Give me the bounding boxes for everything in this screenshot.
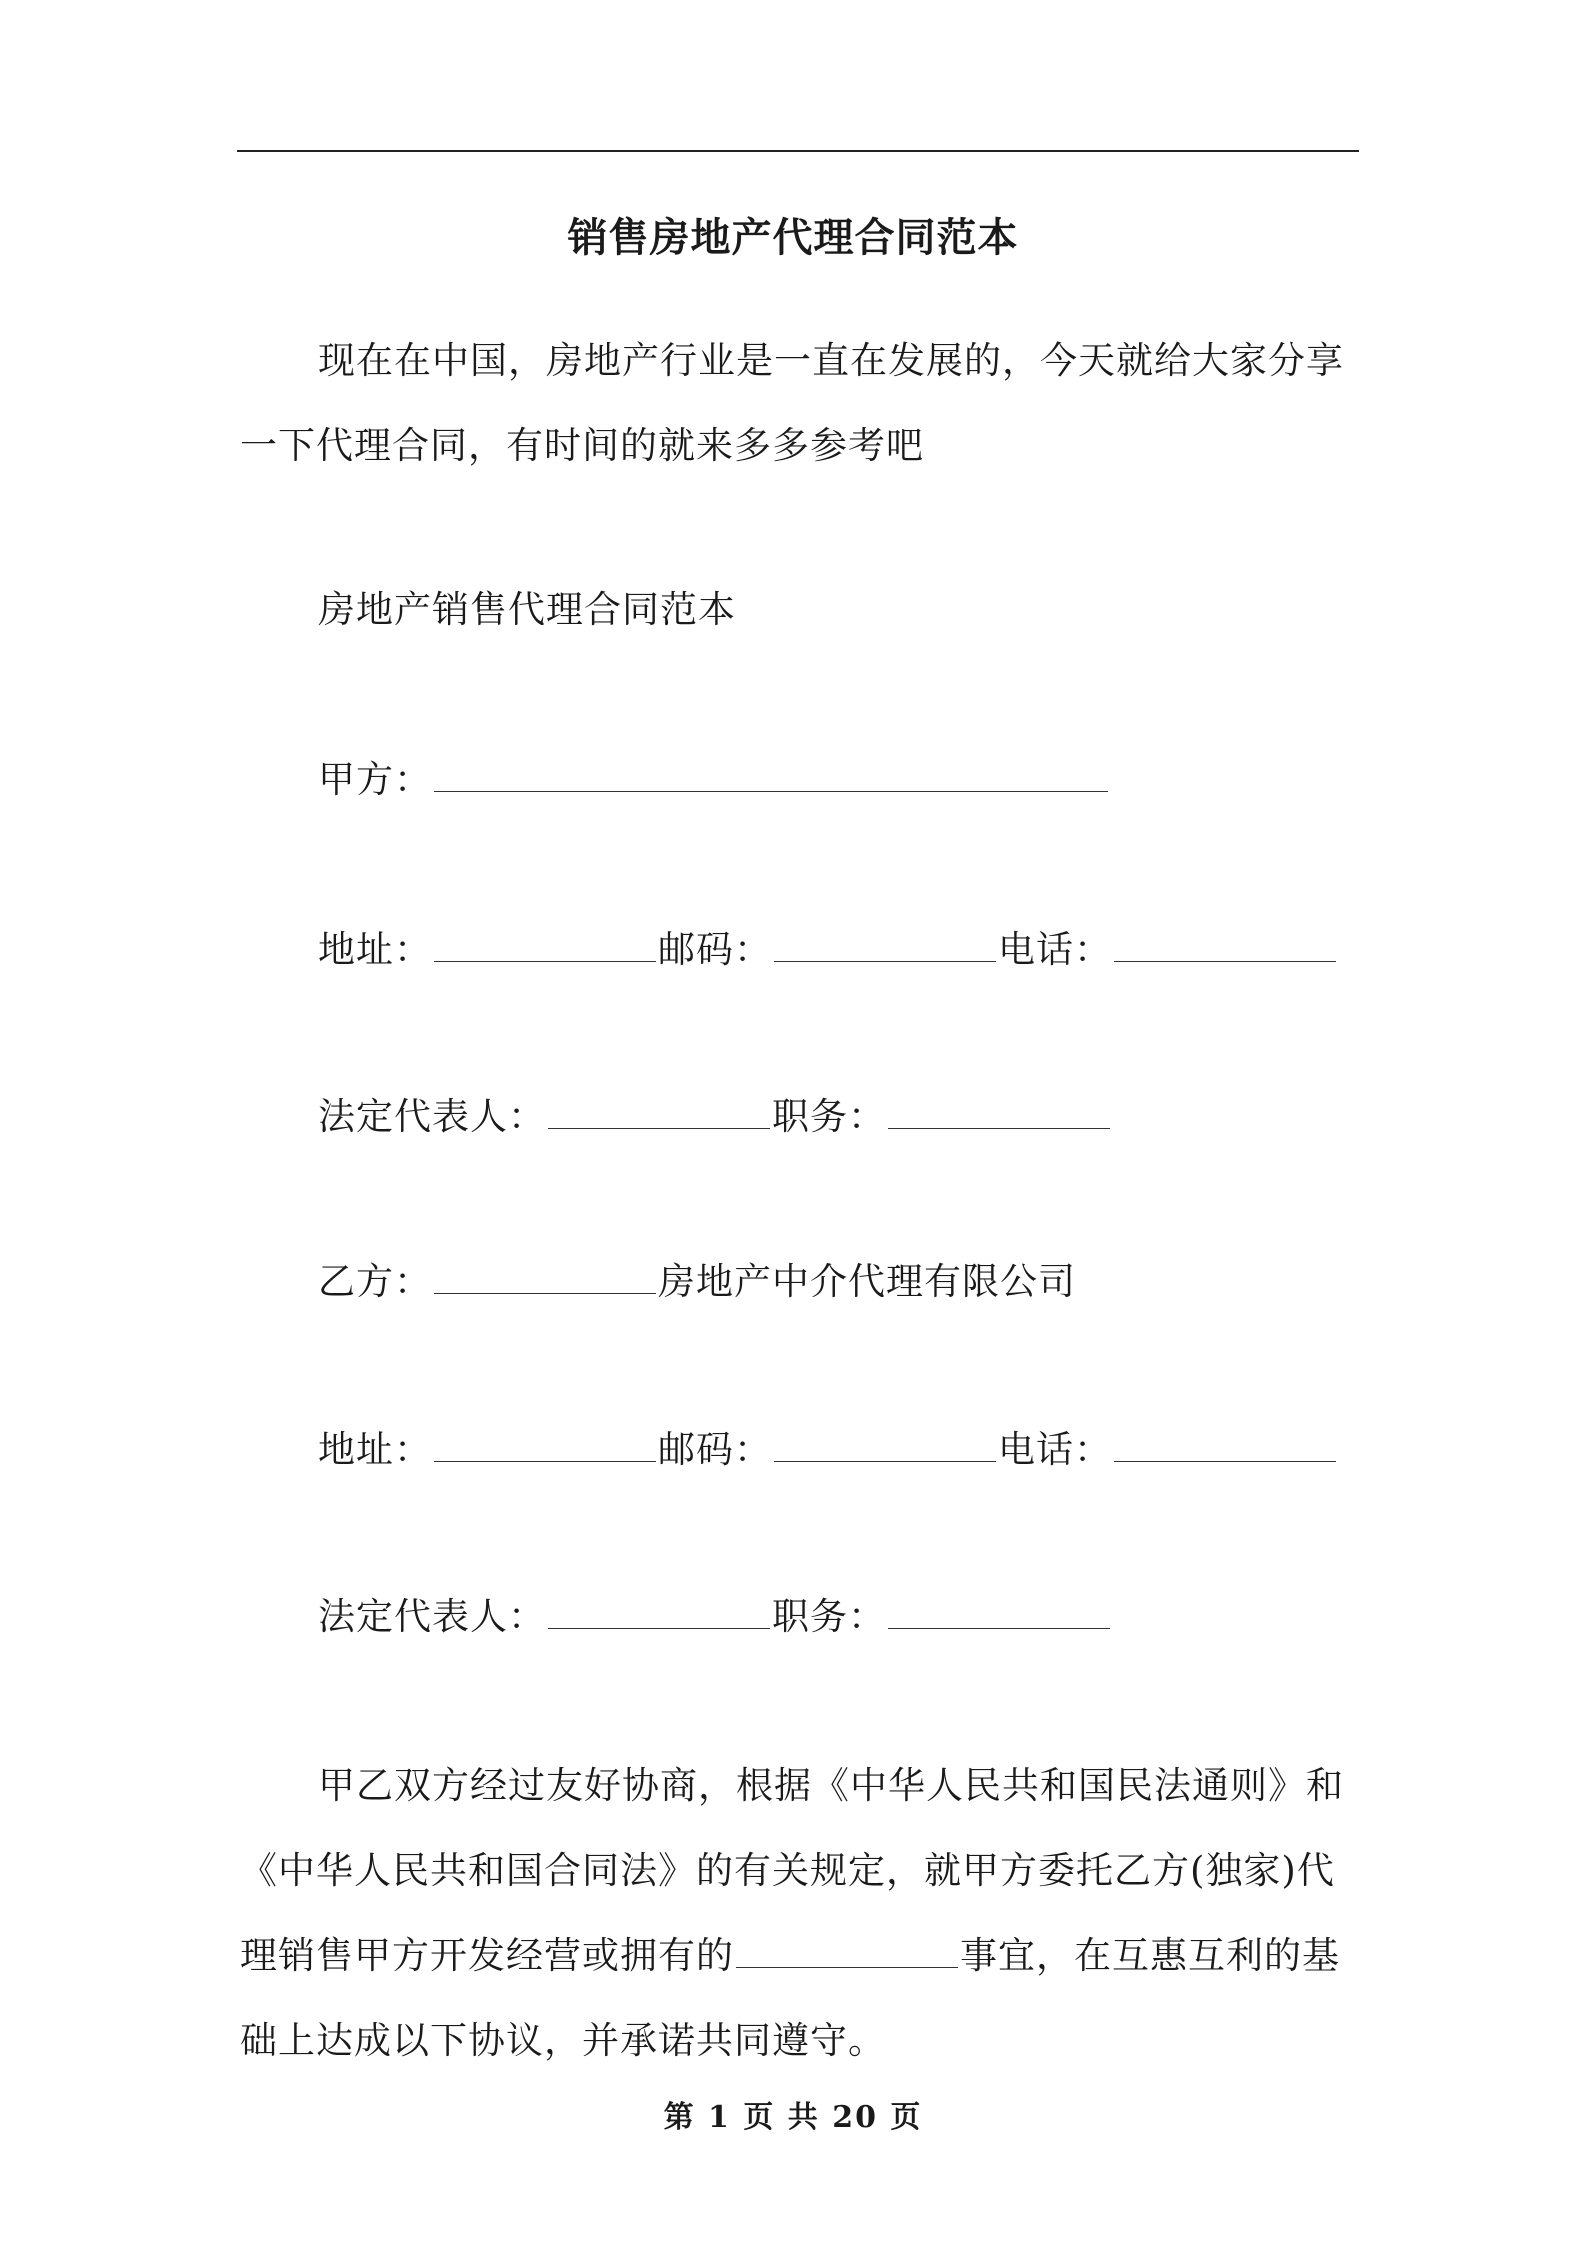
party-a-postcode-label: 邮码：: [658, 928, 772, 971]
party-b-rep-line: [318, 1592, 1112, 1642]
agreement-text-part1: 甲乙双方经过友好协商，根据《中华人民共和国民法通则》和《中华人民共和国合同法》的有关规定，就甲方委托乙方(独家)代理销售甲方开发经营或拥有的: [240, 1764, 1344, 1977]
property-blank[interactable]: [736, 1961, 958, 1968]
party-b-phone-label: 电话：: [998, 1428, 1112, 1471]
party-b-blank[interactable]: [434, 1287, 656, 1294]
party-a-line: [318, 755, 1110, 805]
party-b-address-blank[interactable]: [434, 1455, 656, 1462]
party-b-contact-line: [318, 1425, 1338, 1475]
party-b-address-label: 地址：: [318, 1428, 432, 1471]
party-a-phone-label: 电话：: [998, 928, 1112, 971]
document-title: 销售房地产代理合同范本: [567, 214, 1019, 261]
party-a-legal-rep-blank[interactable]: [548, 1122, 770, 1129]
party-b-phone-blank[interactable]: [1114, 1455, 1336, 1462]
agreement-text-part2: 事宜，在互惠互利的基础上达成以下协议，并承诺共同遵守。: [240, 1934, 1340, 2062]
party-a-position-blank[interactable]: [888, 1122, 1110, 1129]
intro-paragraph: 现在在中国，房地产行业是一直在发展的，今天就给大家分享一下代理合同，有时间的就来多多参考吧: [240, 339, 1344, 467]
agreement-paragraph: [240, 1743, 1358, 2083]
page-number-footer: 第 1 页 共 20 页: [663, 2100, 923, 2135]
header-rule: [237, 150, 1359, 152]
party-b-label: 乙方：: [318, 1260, 432, 1303]
party-a-blank[interactable]: [434, 785, 1108, 792]
party-a-contact-line: [318, 925, 1338, 975]
party-b-postcode-label: 邮码：: [658, 1428, 772, 1471]
party-a-legal-rep-label: 法定代表人：: [318, 1095, 546, 1138]
party-a-label: 甲方：: [318, 758, 432, 801]
party-b-position-label: 职务：: [772, 1595, 886, 1638]
party-b-legal-rep-label: 法定代表人：: [318, 1595, 546, 1638]
party-a-postcode-blank[interactable]: [774, 955, 996, 962]
party-b-suffix: 房地产中介代理有限公司: [658, 1260, 1076, 1303]
party-a-rep-line: [318, 1092, 1112, 1142]
party-b-postcode-blank[interactable]: [774, 1455, 996, 1462]
party-a-address-blank[interactable]: [434, 955, 656, 962]
party-b-line: [318, 1257, 1076, 1307]
party-a-phone-blank[interactable]: [1114, 955, 1336, 962]
party-b-legal-rep-blank[interactable]: [548, 1622, 770, 1629]
party-a-address-label: 地址：: [318, 928, 432, 971]
contract-subtitle: 房地产销售代理合同范本: [318, 588, 736, 631]
party-a-position-label: 职务：: [772, 1095, 886, 1138]
party-b-position-blank[interactable]: [888, 1622, 1110, 1629]
